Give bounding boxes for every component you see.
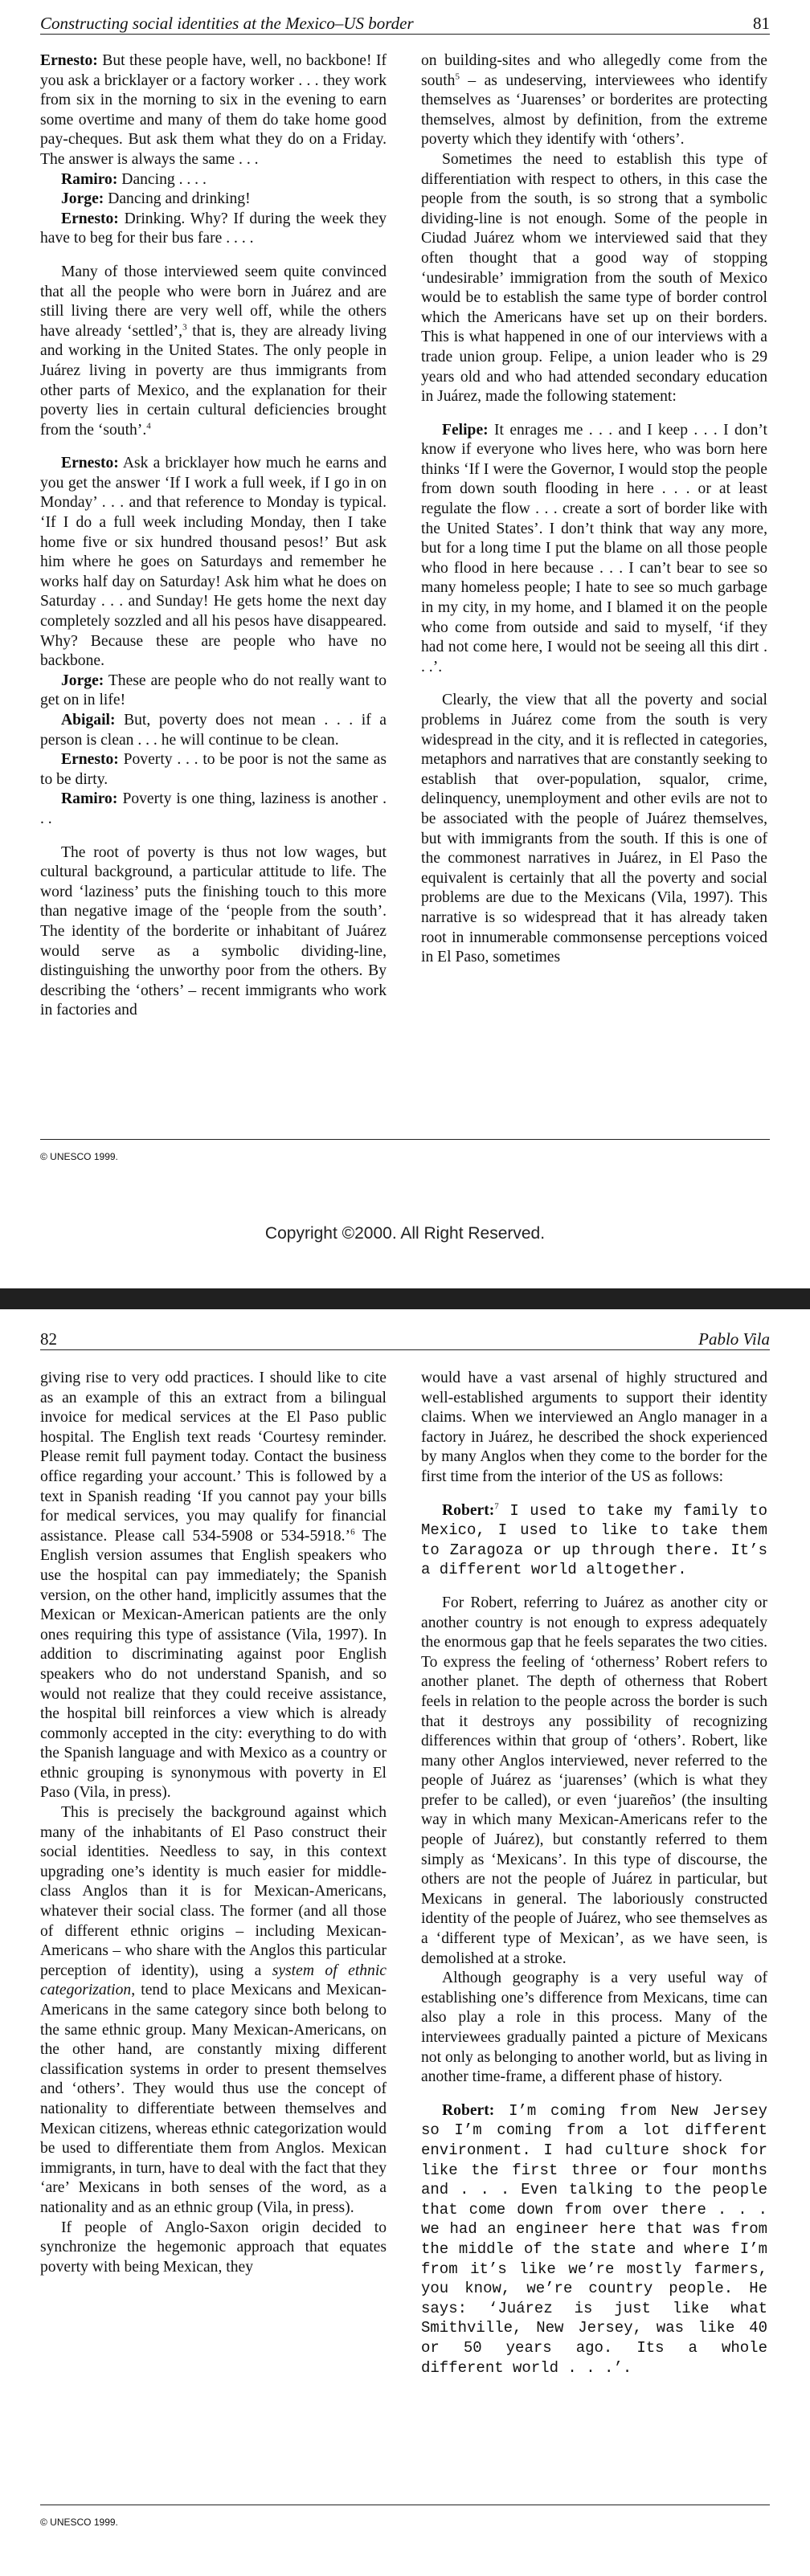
dialogue-line: Ernesto: But these people have, well, no backbone! If you ask a bricklayer or a factory worker . . . they work from six in the morning to six in the evening to earn some overtime and many of them do take home good pay-cheques. But ask them what they do on a Friday. The answer is always the same . . .	[40, 52, 387, 168]
page-divider	[0, 1288, 810, 1309]
paragraph: Sometimes the need to establish this type of differentiation with respect to others, in this case the people from the south, is so strong that a symbolic dividing-line is not enough. Some of the people in Ciudad Juárez whom we interviewed said that they often thought that a good way of stopping ‘undesirable’ immigration from the south of Mexico would be to establish the same type of border control which the Americans have set up on their borders. This is what happened in one of our interviews with a trade union group. Felipe, a union leader who is 29 years old and who had attended secondary education in Juárez, made the following statement:	[421, 150, 767, 406]
dialogue-line: Jorge: Dancing and drinking!	[61, 190, 251, 208]
running-header	[40, 11, 770, 35]
dialogue-line: Ernesto: Drinking. Why? If during the week they have to beg for their bus fare . . . .	[40, 210, 387, 247]
dialogue-line: Felipe: It enrages me . . . and I keep . . . I don’t know if everyone who lives here, who was born here thinks ‘If I were the Governor, I would stop the people from down south flooding in here . . . or at least regulate the flow . . . create a sort of border like with the United States’. I don’t think that way any more, but for a long time I put the blame on all those people who flood in here because . . . I can’t bear to see so many homeless people; I hate to see so much garbage in my city, in my home, and I blamed it on the people who come from outside and said to myself, ‘if they had not come here, I would not be seeing all this dirt . . .’.	[421, 421, 767, 676]
page-number: 81	[753, 14, 770, 33]
dialogue-line: Robert:$^7$ I used to take my family to Mexico, I used to like to take them to Zaragoza or up through there. It’s a different world altogether.	[421, 1501, 767, 1579]
left-column	[40, 51, 387, 1021]
dialogue-line: Robert: I’m coming from New Jersey so I’m coming from a lot different environment. I had culture shock for like the first three or four months and . . . Even talking to the people that come down from over there . . . we had an engineer here that was from the middle of the state and where I’m from it’s like we’re mostly farmers, you know, we’re country people. He says: ‘Juárez is just like what Smithville, New Jersey, was like 40 or 50 years ago. Its a whole different world . . .’.	[421, 2101, 767, 2377]
paragraph: For Robert, referring to Juárez as another city or another country is not enough to express adequately the enormous gap that he feels separates the two cities. To express the feeling of ‘otherness’ Robert refers to another planet. The depth of otherness that Robert feels in relation to the people across the border is such that it destroys any possibility of recognizing differences within that group of ‘others’. Robert, like many other Anglos interviewed, never referred to the people of Juárez as ‘juarenses’ (which is what they prefer to be called), or even ‘juareños’ (the insulting way in which many Mexican-Americans refer to the people of Juárez), but constantly referred to them simply as ‘Mexicans’. In this type of discourse, the others are not the people of Juárez in particular, but Mexicans in general. The laboriously constructed identity of the people of Juárez, who see themselves as a ‘different type of Mexican’, as we have seen, is demolished at a stroke.	[421, 1594, 767, 1967]
paragraph: This is precisely the background against which many of the inhabitants of El Paso construct their social identities. Needless to say, in this context upgrading one’s identity is much easier for middle-class Anglos than it is for Mexican-Americans, whatever their social class. The former (and all those of different ethnic origins – including Mexican-Americans – who share with the Anglos this particular perception of identity), using a system of ethnic categorization, tend to place Mexicans and Mexican-Americans in the same category since both belong to the same ethnic group. Many Mexican-Americans, on the other hand, are constantly mixing different classification systems in order to present themselves and ‘others’. They would thus use the concept of nationality to differentiate between themselves and Mexican citizens, whereas ethnic categorization would be used to differentiate them from Anglos. Mexican immigrants, in turn, have to deal with the fact that they ‘are’ Mexicans in both senses of the word, as a nationality and as an ethnic group (Vila, in press).	[40, 1804, 387, 2216]
dialogue-line: Ernesto: Poverty . . . to be poor is not the same as to be dirty.	[40, 751, 387, 788]
page-81	[0, 0, 810, 1253]
dialogue-line: Ramiro: Dancing . . . .	[61, 170, 207, 188]
paragraph: Although geography is a very useful way of establishing one’s difference from Mexicans, time can also play a role in this process. Many of the interviewees gradually painted a picture of Mexicans not only as belonging to another world, but as living in another time-frame, a different phase of history.	[421, 1970, 767, 2086]
page-number: 82	[40, 1329, 57, 1349]
paragraph: on building-sites and who allegedly come from the south$^5$ – as undeserving, interviewees who identify themselves as ‘Juarenses’ or borderites are protecting themselves, almost by definition, from the extreme poverty which they identify with ‘others’.	[421, 52, 767, 149]
left-column	[40, 1369, 387, 2277]
dialogue-line: Ramiro: Poverty is one thing, laziness is another . . .	[40, 790, 387, 827]
paragraph: would have a vast arsenal of highly structured and well-established arguments to support their identity claims. When we interviewed an Anglo manager in a factory in Juárez, he described the shock experienced by many Anglos when they come to the border for the first time from the interior of the US as follows:	[421, 1370, 767, 1485]
header-author: Pablo Vila	[698, 1329, 770, 1349]
header-title: Constructing social identities at the Mexico–US border	[40, 14, 414, 33]
page-82	[0, 1309, 810, 2576]
right-column	[421, 51, 767, 968]
paragraph: The root of poverty is thus not low wages, but cultural background, a particular attitude to life. The word ‘laziness’ puts the finishing touch to this more than negative image of the ‘people from the south’. The identity of the borderite or inhabitant of Juárez would serve as a symbolic dividing-line, distinguishing the unworthy poor from the others. By describing the ‘others’ – recent immigrants who work in factories and	[40, 843, 387, 1019]
paragraph: If people of Anglo-Saxon origin decided to synchronize the hegemonic approach that equates poverty with being Mexican, they	[40, 2219, 387, 2276]
footer: © UNESCO 1999.	[40, 1139, 770, 1162]
paragraph: Many of those interviewed seem quite convinced that all the people who were born in Juárez and are still living there are very well off, while the others have already ‘settled’,$^3$ that is, they are already living and working in the United States. The only people in Juárez living in poverty are thus immigrants from other parts of Mexico, and the explanation for their poverty lies in certain cultural deficiencies brought from the ‘south’.$^4$	[40, 263, 387, 439]
right-column	[421, 1369, 767, 2378]
footer: © UNESCO 1999.	[40, 2505, 770, 2528]
dialogue-line: Jorge: These are people who do not really want to get on in life!	[40, 672, 387, 709]
paragraph: Clearly, the view that all the poverty and social problems in Juárez come from the south is very widespread in the city, and it is reflected in categories, metaphors and narratives that are constantly seeking to establish that over-population, squalor, crime, delinquency, unemployment and other evils are not to be associated with the people of Juárez themselves, but with immigrants from the south. If this is one of the commonest narratives in Juárez, in El Paso the equivalent is certainly that all the poverty and social problems are due to the Mexicans (Vila, 1997). This narrative is so widespread that it has already taken root in innumerable commonsense perceptions voiced in El Paso, sometimes	[421, 692, 767, 966]
dialogue-line: Ernesto: Ask a bricklayer how much he earns and you get the answer ‘If I work a full week, if I go in on Monday’ . . . and that reference to Monday is typical. ‘If I do a full week including Monday, then I take home five or six hundred thousand pesos!’ But ask him where he goes on Saturdays and remember he works half day on Saturday! Ask him what he does on Saturday . . . and Sunday! He gets home the next day completely sozzled and all his pesos have disappeared. Why? Because these are people who have no backbone.	[40, 455, 387, 670]
copyright-notice: Copyright ©2000. All Right Reserved.	[264, 1224, 546, 1243]
dialogue-line: Abigail: But, poverty does not mean . . . if a person is clean . . . he will continue to be clean.	[40, 712, 387, 749]
running-header	[40, 1327, 770, 1350]
paragraph: giving rise to very odd practices. I should like to cite as an example of this an extract from a bilingual invoice for medical services at the El Paso public hospital. The English text reads ‘Courtesy reminder. Please remit full payment today. Contact the business office regarding your account.’ This is followed by a text in Spanish reading ‘If you cannot pay your bills for medical services, you may qualify for financial assistance. Please call 534-5908 or 534-5918.’$^6$ The English version assumes that English speakers who use the hospital can pay immediately; the Spanish version, on the other hand, implicitly assumes that the Mexican or Mexican-American patients are the only ones requiring this type of assistance (Vila, 1997). In addition to discriminating against poor English speakers who do not understand Spanish, and so would not realize that they could receive assistance, the hospital bill reinforces a view which is already commonly accepted in the city: everything to do with the Spanish language and with Mexico as a country or ethnic grouping is synonymous with poverty in El Paso (Vila, in press).	[40, 1370, 387, 1802]
